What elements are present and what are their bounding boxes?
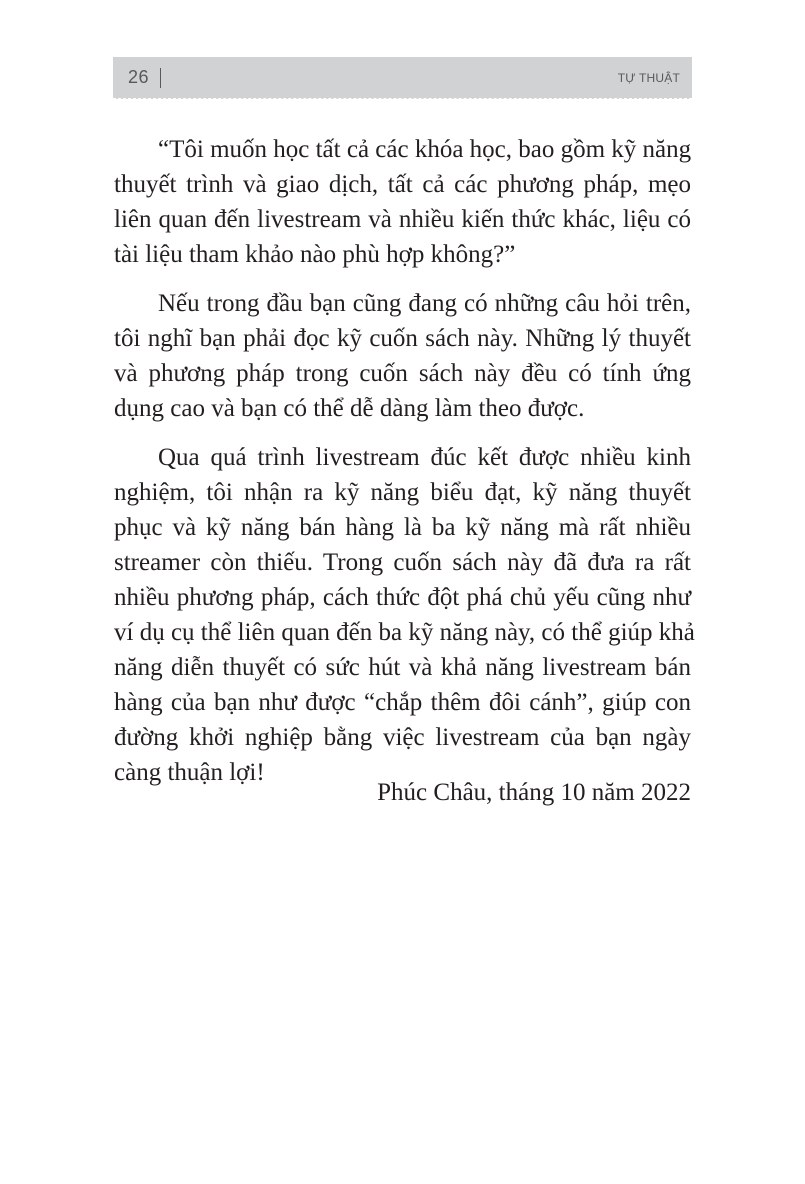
page-number: 26 [128,67,150,87]
running-header [113,57,692,99]
text-line: và phương pháp trong cuốn sách này đều có tính ứng [114,360,691,387]
body-text [114,132,695,804]
paragraph-experience [114,440,695,790]
text-line: nghiệm, tôi nhận ra kỹ năng biểu đạt, kỹ năng thuyết [114,479,691,506]
header-divider [160,68,161,88]
text-line: càng thuận lợi! [114,759,265,786]
text-line: ví dụ cụ thể liên quan đến ba kỹ năng này, có thể giúp khả [114,619,695,646]
text-line: đường khởi nghiệp bằng việc livestream của bạn ngày [114,724,691,751]
paragraph-question [114,132,691,272]
text-line: năng diễn thuyết có sức hút và khả năng livestream bán [114,654,691,681]
text-line: phục và kỹ năng bán hàng là ba kỹ năng mà rất nhiều [114,514,691,541]
paragraph-recommendation [114,286,691,426]
chapter-title: TỰ THUẬT [617,71,680,85]
text-line: tôi nghĩ bạn phải đọc kỹ cuốn sách này. Những lý thuyết [114,325,691,352]
text-line: Nếu trong đầu bạn cũng đang có những câu hỏi trên, [158,290,691,317]
signature: Phúc Châu, tháng 10 năm 2022 [377,779,691,806]
text-line: streamer còn thiếu. Trong cuốn sách này đã đưa ra rất [114,549,691,576]
text-line: “Tôi muốn học tất cả các khóa học, bao gồm kỹ năng [158,136,692,163]
text-line: liên quan đến livestream và nhiều kiến thức khác, liệu có [114,206,691,233]
text-line: dụng cao và bạn có thể dễ dàng làm theo được. [114,395,585,422]
text-line: hàng của bạn như được “chắp thêm đôi cánh”, giúp con [114,689,691,716]
text-line: Qua quá trình livestream đúc kết được nhiều kinh [158,444,691,471]
text-line: tài liệu tham khảo nào phù hợp không?” [114,241,516,268]
text-line: nhiều phương pháp, cách thức đột phá chủ yếu cũng như [114,584,691,611]
text-line: thuyết trình và giao dịch, tất cả các phương pháp, mẹo [114,171,691,198]
